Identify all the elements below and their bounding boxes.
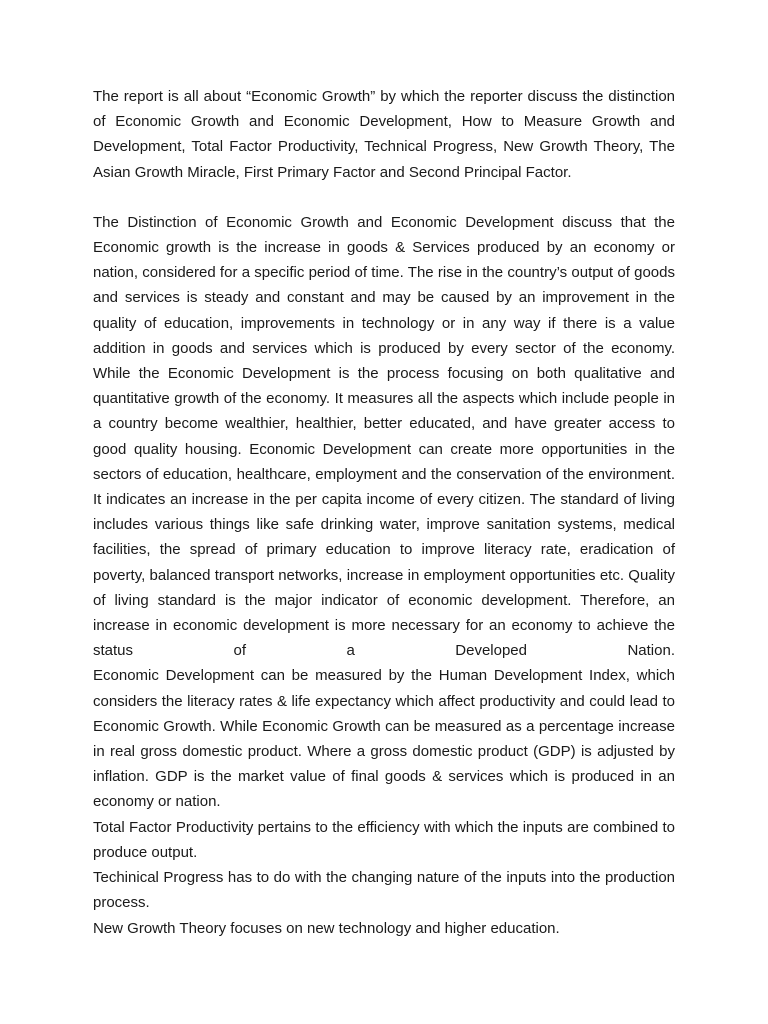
measurement-paragraph: Economic Development can be measured by the Human Development Index, which considers the literacy rates & life expectancy which affect productivity and could lead to Economic Growth. While Economic Growth can be measured as a percentage increase in real gross domestic product. Where a gross domestic product (GDP) is adjusted by inflation. GDP is the market value of final goods & services which is produced in an economy or nation. bbox=[93, 667, 675, 811]
intro-paragraph: The report is all about “Economic Growth” by which the reporter discuss the distinction of Economic Growth and Economic Development, How to Measure Growth and Development, Total Factor Productivity, Technical Progress, New Growth Theory, The Asian Growth Miracle, First Primary Factor and Second Principal Factor. bbox=[93, 88, 675, 181]
total-factor-productivity-paragraph: Total Factor Productivity pertains to the efficiency with which the inputs are combined to produce output. bbox=[93, 818, 675, 861]
document-page bbox=[93, 84, 675, 941]
distinction-paragraph: The Distinction of Economic Growth and Economic Development discuss that the Economic growth is the increase in goods & Services produced by an economy or nation, considered for a specific period of time. The rise in the country’s output of goods and services is steady and constant and may be caused by an improvement in the quality of education, improvements in technology or in any way if there is a value addition in goods and services which is produced by every sector of the economy. While the Economic Development is the process focusing on both qualitative and quantitative growth of the economy. It measures all the aspects which include people in a country become wealthier, healthier, better educated, and have greater access to good quality housing. Economic Development can create more opportunities in the sectors of education, healthcare, employment and the conservation of the environment. It indicates an increase in the per capita income of every citizen. The standard of living includes various things like safe drinking water, improve sanitation systems, medical facilities, the spread of primary education to improve literacy rate, eradication of poverty, balanced transport networks, increase in employment opportunities etc. Quality of living standard is the major indicator of economic development. Therefore, an increase in economic development is more necessary for an economy to achieve the status of a Developed Nation. bbox=[93, 213, 675, 660]
new-growth-theory-paragraph: New Growth Theory focuses on new technology and higher education. bbox=[93, 919, 560, 937]
technical-progress-paragraph: Techinical Progress has to do with the changing nature of the inputs into the production process. bbox=[93, 869, 675, 912]
